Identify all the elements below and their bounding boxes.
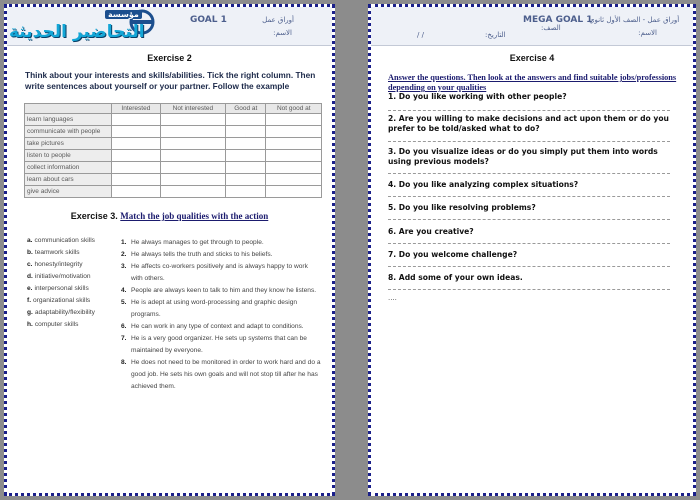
exercise3-title (7, 211, 332, 221)
qualities-list (27, 237, 117, 333)
tick-cell[interactable] (266, 186, 322, 198)
tick-cell[interactable] (112, 186, 161, 198)
tick-cell[interactable] (112, 150, 161, 162)
table-row (25, 162, 322, 174)
header-arabic-title: أوراق عمل - الصف الأول ثانوي (589, 16, 680, 24)
question-item: 6. Are you creative? (388, 227, 474, 236)
list-item: 6. He can work in any type of context and adapt to conditions. (121, 323, 304, 330)
tick-cell[interactable] (226, 114, 266, 126)
tick-cell[interactable] (160, 126, 225, 138)
logo-subtitle: مؤسسة (105, 10, 142, 19)
exercise2-instruction: Think about your interests and skills/abilities. Tick the right column. Then write sentences about yourself or your partner. Follow the example (25, 70, 316, 91)
header-goal: GOAL 1 (190, 15, 227, 25)
exercise3-title-prefix: Exercise 3. (70, 211, 118, 221)
column-header (25, 104, 112, 114)
list-item: c. honesty/integrity (27, 261, 83, 268)
tick-cell[interactable] (266, 174, 322, 186)
tick-cell[interactable] (112, 162, 161, 174)
question-item: 3. Do you visualize ideas or do you simply put them into words using previous models? (388, 147, 658, 166)
tick-cell[interactable] (266, 114, 322, 126)
list-item: g. adaptability/flexibility (27, 309, 95, 316)
answer-line[interactable] (388, 266, 670, 267)
row-label: collect information (25, 162, 112, 174)
exercise4-title: Exercise 4 (509, 53, 555, 63)
tick-cell[interactable] (112, 174, 161, 186)
tick-cell[interactable] (266, 162, 322, 174)
list-item: h. computer skills (27, 321, 79, 328)
table-row (25, 138, 322, 150)
tick-cell[interactable] (160, 150, 225, 162)
row-label: learn languages (25, 114, 112, 126)
worksheet-page-right (368, 4, 696, 496)
tick-cell[interactable] (226, 174, 266, 186)
column-header: Not good at (266, 104, 322, 114)
tick-cell[interactable] (266, 138, 322, 150)
header-date-value[interactable]: / / (417, 31, 424, 39)
question-item: 5. Do you like resolving problems? (388, 203, 536, 212)
list-item: 7. He is a very good organizer. He sets up systems that can be maintained by everyone. (121, 335, 307, 354)
header-class-label: الصف: (541, 24, 561, 32)
logo-title: التحاضير الحديثة (9, 22, 145, 42)
row-label: learn about cars (25, 174, 112, 186)
table-row (25, 174, 322, 186)
list-item: b. teamwork skills (27, 249, 80, 256)
answer-line[interactable] (388, 110, 670, 111)
exercise2-title: Exercise 2 (147, 53, 192, 63)
worksheet-page-left (4, 4, 335, 496)
table-row (25, 114, 322, 126)
column-header: Not interested (160, 104, 225, 114)
answer-line[interactable] (388, 141, 670, 142)
row-label: communicate with people (25, 126, 112, 138)
question-item: 2. Are you willing to make decisions and act upon them or do you prefer to be told/asked what to do? (388, 114, 669, 133)
skills-table (24, 103, 322, 198)
publisher-logo (7, 7, 167, 45)
row-label: listen to people (25, 150, 112, 162)
list-item: a. communication skills (27, 237, 95, 244)
actions-list (121, 237, 321, 393)
answer-line[interactable] (388, 289, 670, 290)
table-row (25, 150, 322, 162)
list-item: 4. People are always keen to talk to him and they know he listens. (121, 287, 317, 294)
answer-line[interactable] (388, 219, 670, 220)
column-header: Good at (226, 104, 266, 114)
tick-cell[interactable] (226, 138, 266, 150)
tick-cell[interactable] (226, 150, 266, 162)
table-row (25, 186, 322, 198)
table-header-row (25, 104, 322, 114)
page-header (371, 7, 693, 46)
column-header: Interested (112, 104, 161, 114)
question-item: 8. Add some of your own ideas. (388, 273, 523, 282)
question-item: 4. Do you like analyzing complex situations? (388, 180, 579, 189)
tick-cell[interactable] (266, 150, 322, 162)
row-label: take pictures (25, 138, 112, 150)
list-item: d. initiative/motivation (27, 273, 91, 280)
row-label: give advice (25, 186, 112, 198)
tick-cell[interactable] (160, 114, 225, 126)
tick-cell[interactable] (160, 186, 225, 198)
list-item: f. organizational skills (27, 297, 91, 304)
list-item: 3. He affects co-workers positively and is always happy to work with others. (121, 263, 308, 282)
question-item: 7. Do you welcome challenge? (388, 250, 518, 259)
list-item: 8. He does not need to be monitored in order to work hard and do a good job. He sets his own goals and will not stop till after he has achieved them. (121, 359, 321, 390)
list-item: 2. He always tells the truth and sticks to his beliefs. (121, 251, 273, 258)
exercise3-title-link: Match the job qualities with the action (120, 211, 269, 221)
page-header (7, 7, 332, 46)
tick-cell[interactable] (160, 162, 225, 174)
list-item: e. interpersonal skills (27, 285, 89, 292)
header-arabic-title: أوراق عمل (262, 16, 294, 24)
tick-cell[interactable] (160, 174, 225, 186)
answer-line[interactable] (388, 196, 670, 197)
tick-cell[interactable] (112, 114, 161, 126)
list-item: 1. He always manages to get through to people. (121, 239, 264, 246)
tick-cell[interactable] (226, 126, 266, 138)
tick-cell[interactable] (112, 138, 161, 150)
answer-line[interactable] (388, 173, 670, 174)
table-row (25, 126, 322, 138)
question-item: 1. Do you like working with other people? (388, 92, 567, 101)
tick-cell[interactable] (226, 186, 266, 198)
tick-cell[interactable] (266, 126, 322, 138)
list-item: 5. He is adept at using word-processing and graphic design programs. (121, 299, 298, 318)
trailing-dots: .... (388, 293, 397, 302)
tick-cell[interactable] (112, 126, 161, 138)
answer-line[interactable] (388, 243, 670, 244)
header-name-label: الاسم: (273, 29, 292, 37)
header-date-label: التاريخ: (485, 31, 506, 39)
header-name-label: الاسم: (638, 29, 657, 37)
tick-cell[interactable] (160, 138, 225, 150)
header-goal: MEGA GOAL 1 (523, 15, 593, 25)
exercise4-instruction: Answer the questions. Then look at the answers and find suitable jobs/professions depending on your qualities (388, 73, 677, 92)
tick-cell[interactable] (226, 162, 266, 174)
